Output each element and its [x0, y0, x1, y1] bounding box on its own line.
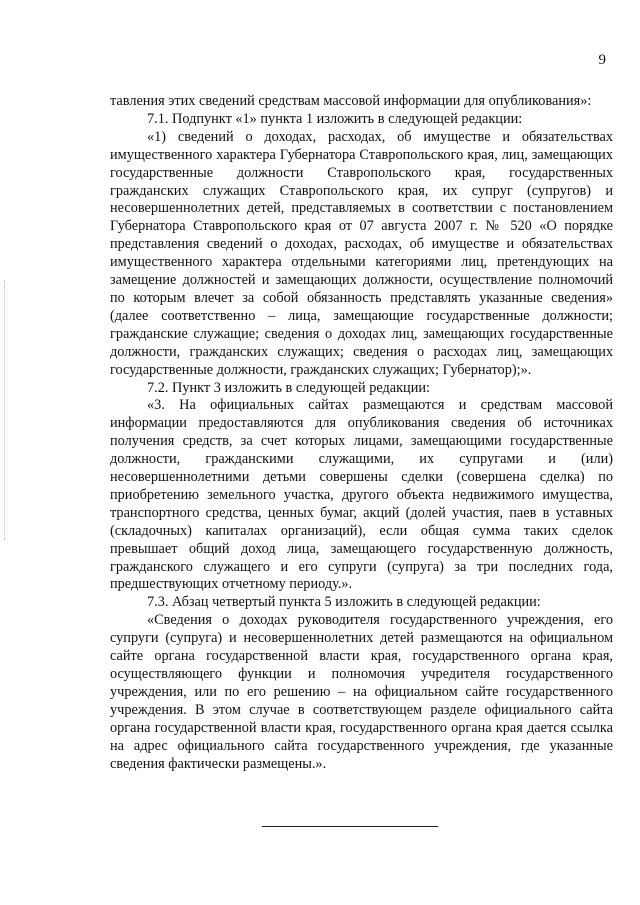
end-divider-line [262, 826, 438, 827]
scan-binding-marks [4, 280, 8, 540]
paragraph-7-1-text: «1) сведений о доходах, расходах, об имуществе и обязательствах имущественного характера Губернатора Ставропольского края, лиц, замещающих государственные должности Ставропольского края, государственных гражданских служащих Ставропольского края, их супруг (супругов) и несовершеннолетних детей, представляемых в соответствии с постановлением Губернатора Ставропольского края от 07 августа 2007 г. № 520 «О порядке представления сведений о доходах, расходах, об имуществе и обязательствах имущественного характера отдельными категориями лиц, претендующих на замещение должностей и замещающих должности, осуществление полномочий по которым влечет за собой обязанность представлять указанные сведения» (далее соответственно – лица, замещающие государственные должности; гражданские служащие; сведения о доходах лиц, замещающих государственные должности, гражданских служащих; сведения о расходах лиц, замещающих государственные должности, гражданских служащих; Губернатор);». [110, 128, 613, 378]
paragraph-7-1-heading: 7.1. Подпункт «1» пункта 1 изложить в следующей редакции: [147, 110, 523, 127]
paragraph-continuation: тавления этих сведений средствам массовой информации для опубликования»: [110, 93, 592, 109]
paragraph-7-3-heading: 7.3. Абзац четвертый пункта 5 изложить в следующей редакции: [147, 594, 541, 611]
page-number: 9 [598, 52, 606, 68]
paragraph-7-3-text: «Сведения о доходах руководителя государственного учреждения, его супруги (супруга) и несовершеннолетних детей размещаются на официальном сайте органа государственной власти края, государственного органа края, осуществляющего функции и полномочия учредителя государственного учреждения, или по его решению – на официальном сайте государственного учреждения. В этом случае в соответствующем разделе официального сайта органа государственной власти края, государственного органа края дается ссылка на адрес официального сайта государственного учреждения, где указанные сведения фактически размещены.». [110, 612, 613, 772]
document-body [110, 93, 613, 773]
paragraph-7-2-text: «3. На официальных сайтах размещаются и средствам массовой информации предоставляются для опубликования сведения об источниках получения средств, за счет которых лицами, замещающими государственные должности, гражданскими служащими, их супругами и (или) несовершеннолетними детьми совершены сделки (совершена сделка) по приобретению земельного участка, другого объекта недвижимого имущества, транспортного средства, ценных бумаг, акций (долей участия, паев в уставных (складочных) капиталах организаций), если общая сумма таких сделок превышает общий доход лица, замещающего государственную должность, гражданского служащего и его супруги (супруга) за три последних года, предшествующих отчетному периоду.». [110, 397, 613, 593]
paragraph-7-2-heading: 7.2. Пункт 3 изложить в следующей редакции: [147, 379, 430, 396]
